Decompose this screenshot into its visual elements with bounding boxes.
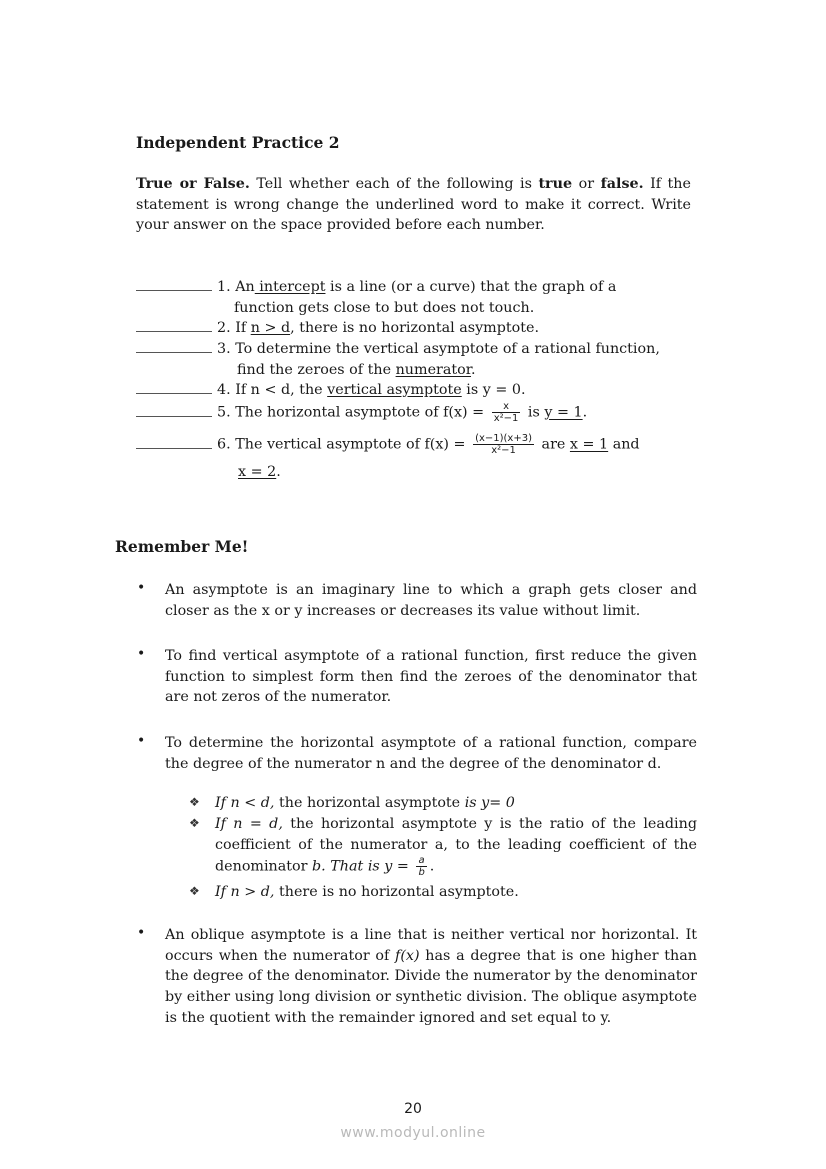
question-item-1-continued: function gets close to but does not touch. xyxy=(234,300,535,316)
underlined-term: intercept xyxy=(254,279,326,295)
answer-blank-6[interactable] xyxy=(136,436,212,449)
question-item-6-continued: x = 2. xyxy=(238,464,281,480)
section-title-practice: Independent Practice 2 xyxy=(136,133,340,152)
answer-blank-4[interactable] xyxy=(136,381,212,394)
question-item-3-continued: find the zeroes of the numerator. xyxy=(237,362,476,378)
underlined-term: y = 1 xyxy=(544,404,583,421)
fraction: $\frac{x}{\text{x²−1}}$ xyxy=(493,401,519,424)
question-item-1: 1. An intercept is a line (or a curve) that the graph of a xyxy=(136,277,616,298)
page-number: 20 xyxy=(404,1101,422,1117)
underlined-term: n > d xyxy=(250,320,291,336)
section-title-remember: Remember Me! xyxy=(115,537,249,556)
answer-blank-5[interactable] xyxy=(136,404,212,417)
underlined-term: x = 2 xyxy=(238,464,277,480)
underlined-term: vertical asymptote xyxy=(327,382,462,398)
fraction: $\frac{a}{b}$ xyxy=(418,855,425,879)
question-item-3: 3. To determine the vertical asymptote of a rational function, xyxy=(136,339,660,360)
diamond-bullet-icon: ❖ xyxy=(189,795,200,809)
instructions-lead: True or False. xyxy=(136,176,250,192)
question-item-4: 4. If n < d, the vertical asymptote is y = 0. xyxy=(136,380,526,401)
answer-blank-1[interactable] xyxy=(136,278,212,291)
bullet-icon: • xyxy=(137,925,146,941)
diamond-bullet-icon: ❖ xyxy=(189,884,200,898)
underlined-term: numerator xyxy=(395,362,472,378)
instructions-paragraph: True or False. Tell whether each of the following is true or false. If the statement is wrong change the underlined word to make it correct. Write your answer on the space provided before each number. xyxy=(136,176,691,234)
footer-watermark: www.modyul.online xyxy=(340,1125,486,1141)
bullet-icon: • xyxy=(137,580,146,596)
diamond-bullet-icon: ❖ xyxy=(189,816,200,830)
fraction: $\frac{(x-1)(x+3)}{\text{x²−1}}$ xyxy=(475,433,532,456)
underlined-term: x = 1 xyxy=(569,436,609,453)
answer-blank-2[interactable] xyxy=(136,319,212,332)
question-item-6: 6. The vertical asymptote of f(x) = $\frac{(x-1)(x+3)}{\text{x²−1}}$ are x = 1 and xyxy=(136,433,640,456)
bullet-icon: • xyxy=(137,733,146,749)
question-item-5: 5. The horizontal asymptote of f(x) = $\frac{x}{\text{x²−1}}$ is y = 1. xyxy=(136,401,587,424)
bullet-icon: • xyxy=(137,646,146,662)
document-page: Independent Practice 2 True or False. Tell whether each of the following is true or false. If the statement is wrong change the underlined word to make it correct. Write your answer on the space provided before each number. 1. An intercept is a line (or a curve) that the graph of a function gets close to but does not touch. 2. If n > d, there is no horizontal asymptote. 3. To determine the vertical asymptote of a rational function, find the zeroes of the numerator. 4. If n < d, the vertical asymptote is y = 0. 5. The horizontal asymptote of f(x) = $\frac{x}{\text{x²−1}}$ is y = 1. 6. The vertical asymptote of f(x) = $\frac{(x-1)(x+3)}{\text{x²−1}}$ are x = 1 and x = 2. Remember Me! • An asymptote is an imaginary line to which a graph gets closer and closer as the x or y increases or decreases its value without limit. • To find vertical asymptote of a rational function, first reduce the given function to simplest form then find the zeroes of the denominator that are not zeros of the numerator. • To determine the horizontal asymptote of a rational function, compare the degree of the numerator n and the degree of the denominator d. ❖ If n < d, the horizontal asymptote is y= 0 ❖ If n = d, the horizontal asymptote y is the ratio of the leading coefficient of the numerator a, to the leading coefficient of the denominator b. That is y = $\frac{a}{b}$ . ❖ If n > d, there is no horizontal asymptote. • An oblique asymptote is a line that is neither vertical nor horizontal. It occurs when the numerator of f(x) has a degree that is one higher than the degree of the denominator. Divide the numerator by the denominator by either using long division or synthetic division. The oblique asymptote is the quotient with the remainder ignored and set equal to y. 20 www.modyul.online xyxy=(0,0,826,1169)
answer-blank-3[interactable] xyxy=(136,340,212,353)
question-item-2: 2. If n > d, there is no horizontal asymptote. xyxy=(136,318,539,339)
